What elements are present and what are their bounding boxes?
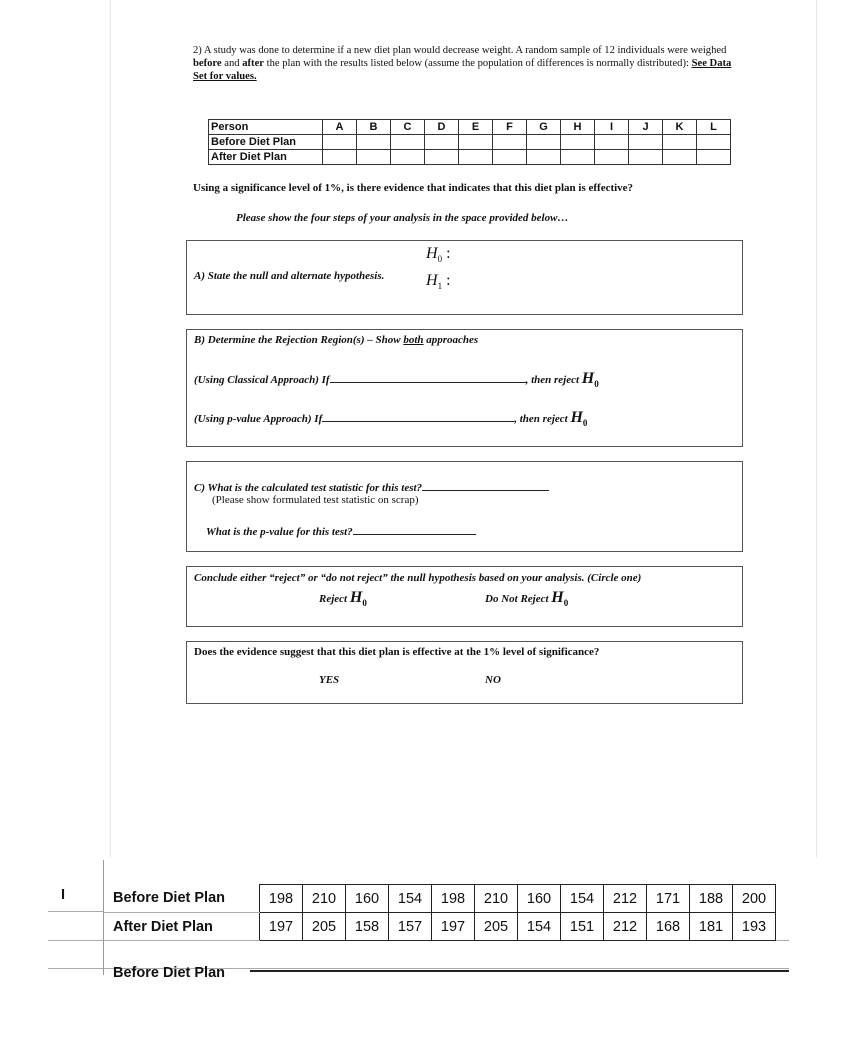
pvalue-approach-line: (Using p-value Approach) If , then reject $H_0$ <box>194 409 588 429</box>
table-row <box>209 150 731 165</box>
data-set-link[interactable]: See Data Set for values. <box>193 58 732 82</box>
empty-cell <box>595 135 629 150</box>
section-c-box <box>186 461 743 552</box>
person-cell: B <box>357 120 391 135</box>
conclusion-box <box>186 566 743 627</box>
row-label: After Diet Plan <box>104 913 260 941</box>
empty-cell <box>357 150 391 165</box>
do-not-reject-option[interactable]: Do Not Reject $H_0$ <box>485 589 569 609</box>
table-row <box>104 885 776 913</box>
empty-cell <box>561 150 595 165</box>
data-cell: 157 <box>389 913 432 941</box>
person-cell: A <box>323 120 357 135</box>
partial-row-label: Before Diet Plan <box>113 965 225 981</box>
person-table <box>208 119 731 165</box>
data-cell: 212 <box>604 885 647 913</box>
empty-cell <box>323 150 357 165</box>
table-row <box>209 120 731 135</box>
section-b-box <box>186 329 743 447</box>
pvalue-blank[interactable] <box>353 524 476 535</box>
page-left-edge <box>110 0 111 858</box>
data-cell: 154 <box>561 885 604 913</box>
row-marker: I <box>61 887 66 903</box>
data-cell: 158 <box>346 913 389 941</box>
data-cell: 198 <box>260 885 303 913</box>
data-cell: 160 <box>518 885 561 913</box>
conclusion-instruction: Conclude either “reject” or “do not reject” the null hypothesis based on your analysis. (Circle one) <box>194 572 642 584</box>
problem-statement: 2) A study was done to determine if a new diet plan would decrease weight. A random sample of 12 individuals were weighed before and after the plan with the results listed below (assume the population of differences is normally distributed): See Data Set for values. <box>193 45 732 82</box>
row-divider <box>48 940 104 941</box>
data-cell: 205 <box>303 913 346 941</box>
empty-cell <box>697 135 731 150</box>
data-cell: 193 <box>733 913 776 941</box>
empty-cell <box>425 150 459 165</box>
row-label: Before Diet Plan <box>209 135 323 150</box>
data-cell: 171 <box>647 885 690 913</box>
data-cell: 197 <box>432 913 475 941</box>
row-label: Before Diet Plan <box>104 885 260 913</box>
no-option[interactable]: NO <box>485 674 501 686</box>
person-cell: J <box>629 120 663 135</box>
page-right-edge <box>816 0 817 858</box>
data-cell: 188 <box>690 885 733 913</box>
section-b-title: B) Determine the Rejection Region(s) – Show both approaches <box>194 334 479 346</box>
data-cell: 198 <box>432 885 475 913</box>
pvalue-answer-blank[interactable] <box>322 411 514 422</box>
table-row <box>104 913 776 941</box>
partial-row-border <box>250 970 789 972</box>
pvalue-question: What is the p-value for this test? <box>206 524 476 538</box>
empty-cell <box>527 150 561 165</box>
empty-cell <box>493 135 527 150</box>
scrap-note: (Please show formulated test statistic on scrap) <box>212 494 419 506</box>
data-cell: 205 <box>475 913 518 941</box>
empty-cell <box>459 135 493 150</box>
empty-cell <box>391 150 425 165</box>
alternate-hypothesis: $H_1$ : <box>426 272 451 292</box>
empty-cell <box>663 150 697 165</box>
data-cell: 168 <box>647 913 690 941</box>
person-cell: E <box>459 120 493 135</box>
data-cell: 154 <box>518 913 561 941</box>
empty-cell <box>425 135 459 150</box>
section-a-label: A) State the null and alternate hypothesis. <box>194 270 385 282</box>
data-cell: 197 <box>260 913 303 941</box>
instructions: Please show the four steps of your analysis in the space provided below… <box>236 212 569 224</box>
empty-cell <box>697 150 731 165</box>
row-divider <box>48 911 104 912</box>
person-cell: I <box>595 120 629 135</box>
data-cell: 210 <box>303 885 346 913</box>
person-cell: H <box>561 120 595 135</box>
empty-cell <box>595 150 629 165</box>
person-header: Person <box>209 120 323 135</box>
person-cell: L <box>697 120 731 135</box>
person-cell: D <box>425 120 459 135</box>
empty-cell <box>323 135 357 150</box>
data-cell: 160 <box>346 885 389 913</box>
yes-option[interactable]: YES <box>319 674 340 686</box>
empty-cell <box>459 150 493 165</box>
data-cell: 200 <box>733 885 776 913</box>
empty-cell <box>391 135 425 150</box>
empty-cell <box>663 135 697 150</box>
empty-cell <box>629 150 663 165</box>
data-cell: 151 <box>561 913 604 941</box>
test-statistic-blank[interactable] <box>422 480 549 491</box>
classical-answer-blank[interactable] <box>330 372 526 383</box>
data-set-table <box>104 884 776 941</box>
table-row <box>209 135 731 150</box>
evidence-box <box>186 641 743 704</box>
empty-cell <box>527 135 561 150</box>
test-statistic-question: C) What is the calculated test statistic for this test? <box>194 480 549 494</box>
person-cell: F <box>493 120 527 135</box>
row-divider <box>48 968 104 969</box>
person-cell: C <box>391 120 425 135</box>
classical-approach-line: (Using Classical Approach) If , then reject $H_0$ <box>194 370 599 390</box>
empty-cell <box>357 135 391 150</box>
data-cell: 181 <box>690 913 733 941</box>
null-hypothesis: $H_0$ : <box>426 245 451 265</box>
data-cell: 212 <box>604 913 647 941</box>
empty-cell <box>493 150 527 165</box>
data-cell: 210 <box>475 885 518 913</box>
section-a-box <box>186 240 743 315</box>
evidence-question: Does the evidence suggest that this diet plan is effective at the 1% level of significance? <box>194 646 600 658</box>
person-cell: G <box>527 120 561 135</box>
empty-cell <box>561 135 595 150</box>
empty-cell <box>629 135 663 150</box>
row-label: After Diet Plan <box>209 150 323 165</box>
data-cell: 154 <box>389 885 432 913</box>
person-cell: K <box>663 120 697 135</box>
main-question: Using a significance level of 1%, is there evidence that indicates that this diet plan is effective? <box>193 182 634 194</box>
reject-option[interactable]: Reject $H_0$ <box>319 589 367 609</box>
